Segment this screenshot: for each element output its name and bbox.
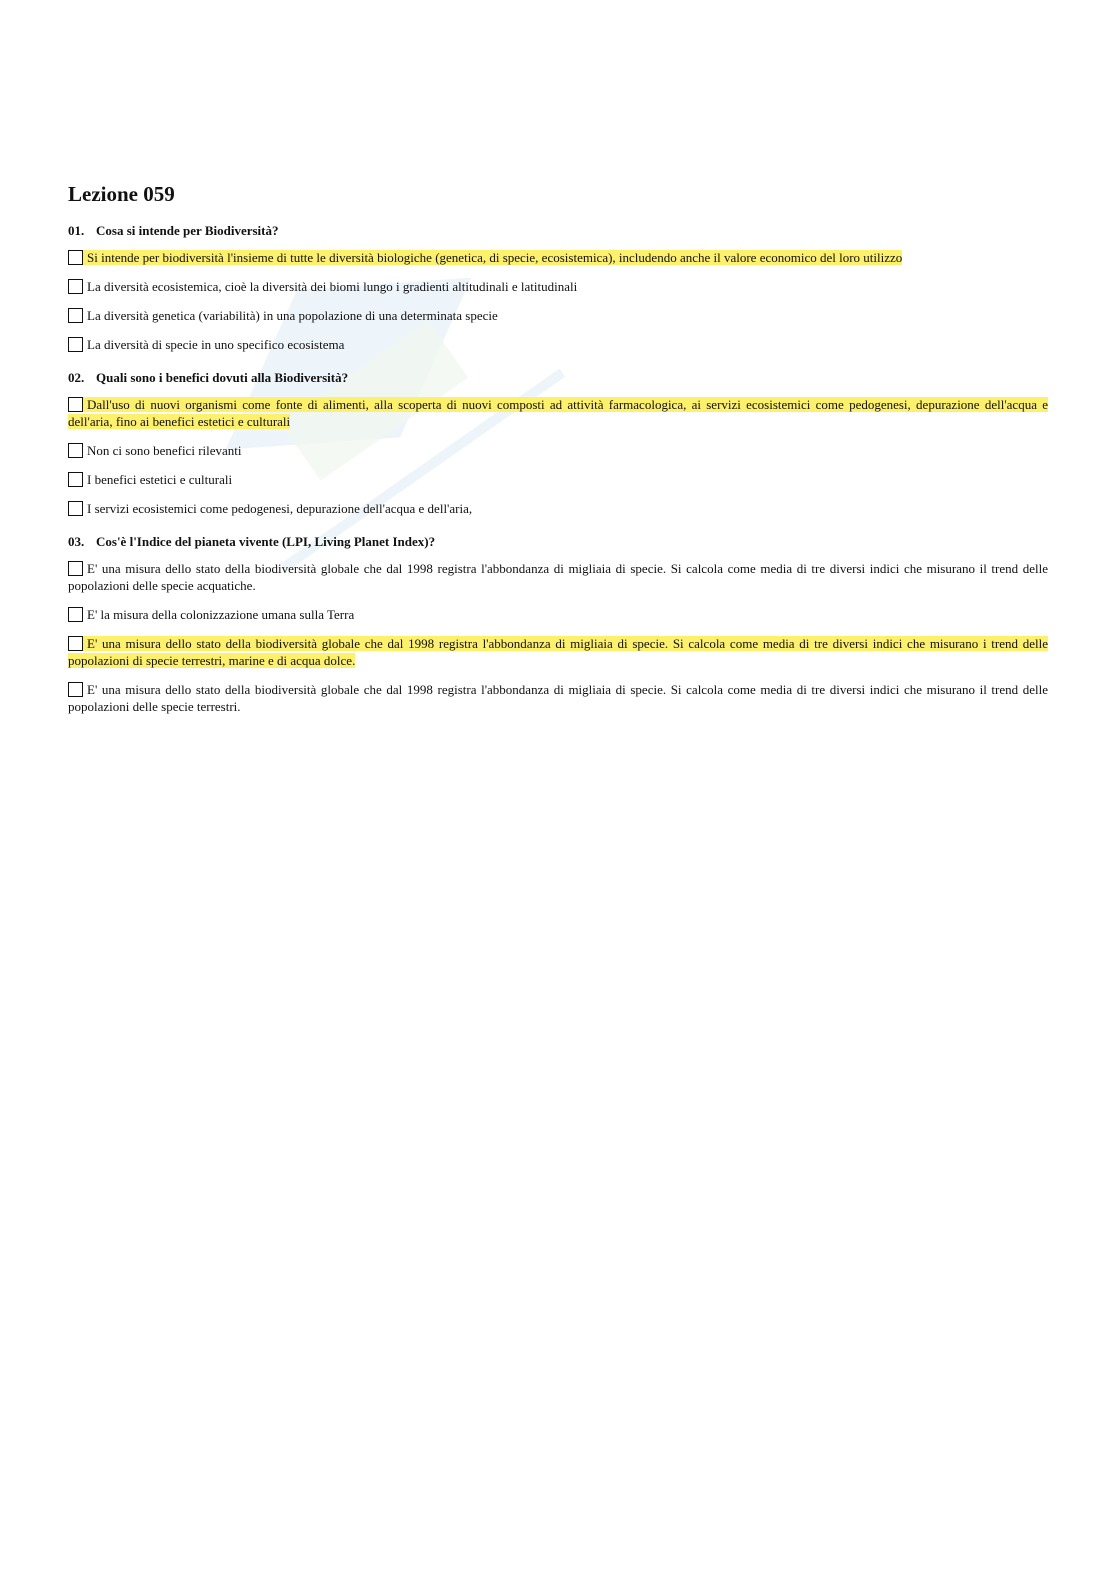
answer-content [68, 337, 344, 352]
answer-text: E' una misura dello stato della biodiversità globale che dal 1998 registra l'abbondanza di migliaia di specie. Si calcola come media di tre diversi indici che misurano il trend delle popolazioni delle specie acquatiche. [68, 561, 1048, 593]
answer-text: La diversità di specie in uno specifico ecosistema [87, 337, 345, 352]
answer-option [68, 500, 1048, 517]
answer-text: Non ci sono benefici rilevanti [87, 443, 242, 458]
question-list [68, 222, 1048, 715]
answer-text: Dall'uso di nuovi organismi come fonte di alimenti, alla scoperta di nuovi composti ad attività farmacologica, ai servizi ecosistemici come pedogenesi, depurazione dell'acqua e dell'aria, fino ai benefici estetici e culturali [68, 397, 1048, 429]
answer-text: Si intende per biodiversità l'insieme di tutte le diversità biologiche (genetica, di specie, ecosistemica), includendo anche il valore economico del loro utilizzo [87, 250, 903, 265]
answer-option [68, 249, 1048, 266]
question-title [68, 369, 1048, 387]
answer-content [68, 561, 1048, 593]
answer-content [68, 472, 232, 487]
question-number: 03. [68, 534, 85, 549]
answer-checkbox[interactable] [68, 443, 83, 458]
answer-content [68, 607, 354, 622]
highlighted-answer [68, 397, 1048, 429]
answer-option [68, 681, 1048, 715]
answer-option [68, 278, 1048, 295]
answer-content [68, 308, 498, 323]
document-content [68, 178, 1048, 731]
answer-checkbox[interactable] [68, 250, 83, 265]
highlighted-answer [68, 636, 1048, 668]
answer-checkbox[interactable] [68, 397, 83, 412]
answer-text: La diversità ecosistemica, cioè la diversità dei biomi lungo i gradienti altitudinali e latitudinali [87, 279, 578, 294]
answer-option [68, 442, 1048, 459]
answer-text: La diversità genetica (variabilità) in una popolazione di una determinata specie [87, 308, 498, 323]
answer-checkbox[interactable] [68, 472, 83, 487]
answer-option [68, 560, 1048, 594]
answer-text: E' una misura dello stato della biodiversità globale che dal 1998 registra l'abbondanza di migliaia di specie. Si calcola come media di tre diversi indici che misurano il trend delle popolazioni delle specie terrestri. [68, 682, 1048, 714]
question-block [68, 222, 1048, 353]
answer-text: E' la misura della colonizzazione umana sulla Terra [87, 607, 355, 622]
answer-checkbox[interactable] [68, 682, 83, 697]
question-number: 02. [68, 370, 85, 385]
question-title [68, 222, 1048, 240]
answer-checkbox[interactable] [68, 501, 83, 516]
answer-checkbox[interactable] [68, 607, 83, 622]
question-number: 01. [68, 223, 85, 238]
question-text: Quali sono i benefici dovuti alla Biodiversità? [96, 370, 349, 385]
question-text: Cos'è l'Indice del pianeta vivente (LPI, Living Planet Index)? [96, 534, 436, 549]
lesson-title: Lezione 059 [68, 182, 175, 206]
answer-text: E' una misura dello stato della biodiversità globale che dal 1998 registra l'abbondanza di migliaia di specie. Si calcola come media di tre diversi indici che misurano i trend delle popolazioni di specie terrestri, marine e di acqua dolce. [68, 636, 1048, 668]
question-title [68, 533, 1048, 551]
answer-content [68, 443, 242, 458]
answer-content [68, 279, 577, 294]
highlighted-answer [68, 250, 902, 265]
answer-checkbox[interactable] [68, 561, 83, 576]
answer-option [68, 471, 1048, 488]
answer-checkbox[interactable] [68, 279, 83, 294]
answer-content [68, 682, 1048, 714]
answer-option [68, 336, 1048, 353]
answer-text: I benefici estetici e culturali [87, 472, 233, 487]
answer-content [68, 501, 472, 516]
answer-text: I servizi ecosistemici come pedogenesi, depurazione dell'acqua e dell'aria, [87, 501, 473, 516]
answer-option [68, 396, 1048, 430]
question-text: Cosa si intende per Biodiversità? [96, 223, 279, 238]
answer-option [68, 635, 1048, 669]
answer-checkbox[interactable] [68, 308, 83, 323]
answer-option [68, 606, 1048, 623]
question-block [68, 533, 1048, 715]
question-block [68, 369, 1048, 517]
answer-checkbox[interactable] [68, 337, 83, 352]
answer-checkbox[interactable] [68, 636, 83, 651]
answer-option [68, 307, 1048, 324]
